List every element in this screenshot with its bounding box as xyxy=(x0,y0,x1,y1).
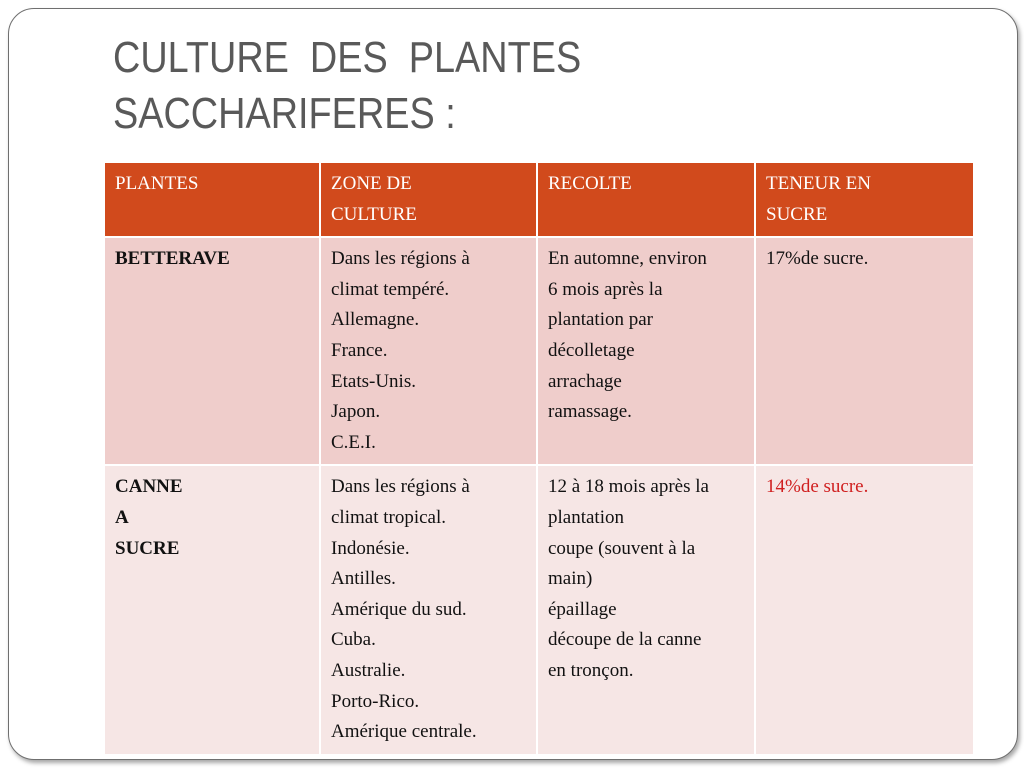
zone-line: Allemagne. xyxy=(331,309,420,331)
title-line-1: CULTURE DES PLANTES xyxy=(113,33,582,82)
zone-line: Dans les régions à xyxy=(331,476,470,498)
title-line-2: SACCHARIFERES : xyxy=(113,89,456,138)
recolte-line: découpe de la canne xyxy=(548,629,702,651)
plant-name-line: CANNE xyxy=(115,476,183,498)
cell-teneur-canne xyxy=(755,465,974,754)
recolte-line: ramassage. xyxy=(548,401,632,423)
recolte-line: en tronçon. xyxy=(548,659,634,681)
plants-table xyxy=(103,161,975,756)
table-row-betterave xyxy=(104,237,974,465)
zone-line: Porto-Rico. xyxy=(331,690,420,712)
teneur-value-highlight: 14%de sucre. xyxy=(766,476,869,498)
header-teneur-line-2: SUCRE xyxy=(766,203,828,225)
recolte-line: décolletage xyxy=(548,339,635,361)
cell-recolte-betterave xyxy=(537,237,755,465)
teneur-value: 17%de sucre. xyxy=(766,248,869,270)
cell-plant-canne xyxy=(104,465,320,754)
plant-name: BETTERAVE xyxy=(115,248,230,270)
header-teneur xyxy=(755,162,974,237)
slide-title xyxy=(113,30,767,142)
zone-line: Amérique centrale. xyxy=(331,721,477,743)
header-zone-line-2: CULTURE xyxy=(331,203,417,225)
cell-teneur-betterave xyxy=(755,237,974,465)
zone-line: climat tempéré. xyxy=(331,278,450,300)
header-zone xyxy=(320,162,537,237)
recolte-line: épaillage xyxy=(548,598,617,620)
header-recolte xyxy=(537,162,755,237)
table-row-canne xyxy=(104,465,974,754)
zone-line: Dans les régions à xyxy=(331,248,470,270)
header-plantes-label: PLANTES xyxy=(115,173,199,194)
recolte-line: 6 mois après la xyxy=(548,278,663,300)
recolte-line: 12 à 18 mois après la xyxy=(548,476,709,498)
recolte-line: coupe (souvent à la xyxy=(548,537,696,559)
zone-line: Australie. xyxy=(331,659,406,681)
cell-zone-betterave xyxy=(320,237,537,465)
zone-line: Cuba. xyxy=(331,629,376,651)
zone-line: Japon. xyxy=(331,401,381,423)
header-row xyxy=(104,162,974,237)
header-plantes xyxy=(104,162,320,237)
header-teneur-line-1: TENEUR EN xyxy=(766,173,872,194)
cell-recolte-canne xyxy=(537,465,755,754)
zone-line: France. xyxy=(331,339,388,361)
cell-plant-betterave xyxy=(104,237,320,465)
recolte-line: plantation par xyxy=(548,309,653,331)
zone-line: Amérique du sud. xyxy=(331,598,467,620)
plant-name-line: A xyxy=(115,506,129,528)
recolte-line: main) xyxy=(548,568,593,590)
recolte-line: En automne, environ xyxy=(548,248,707,270)
zone-line: Antilles. xyxy=(331,568,396,590)
zone-line: C.E.I. xyxy=(331,431,376,453)
recolte-line: plantation xyxy=(548,506,624,528)
recolte-line: arrachage xyxy=(548,370,622,392)
header-zone-line-1: ZONE DE xyxy=(331,173,412,194)
zone-line: Indonésie. xyxy=(331,537,410,559)
header-recolte-label: RECOLTE xyxy=(548,173,632,194)
zone-line: climat tropical. xyxy=(331,506,447,528)
cell-zone-canne xyxy=(320,465,537,754)
plant-name-line: SUCRE xyxy=(115,537,180,559)
zone-line: Etats-Unis. xyxy=(331,370,416,392)
